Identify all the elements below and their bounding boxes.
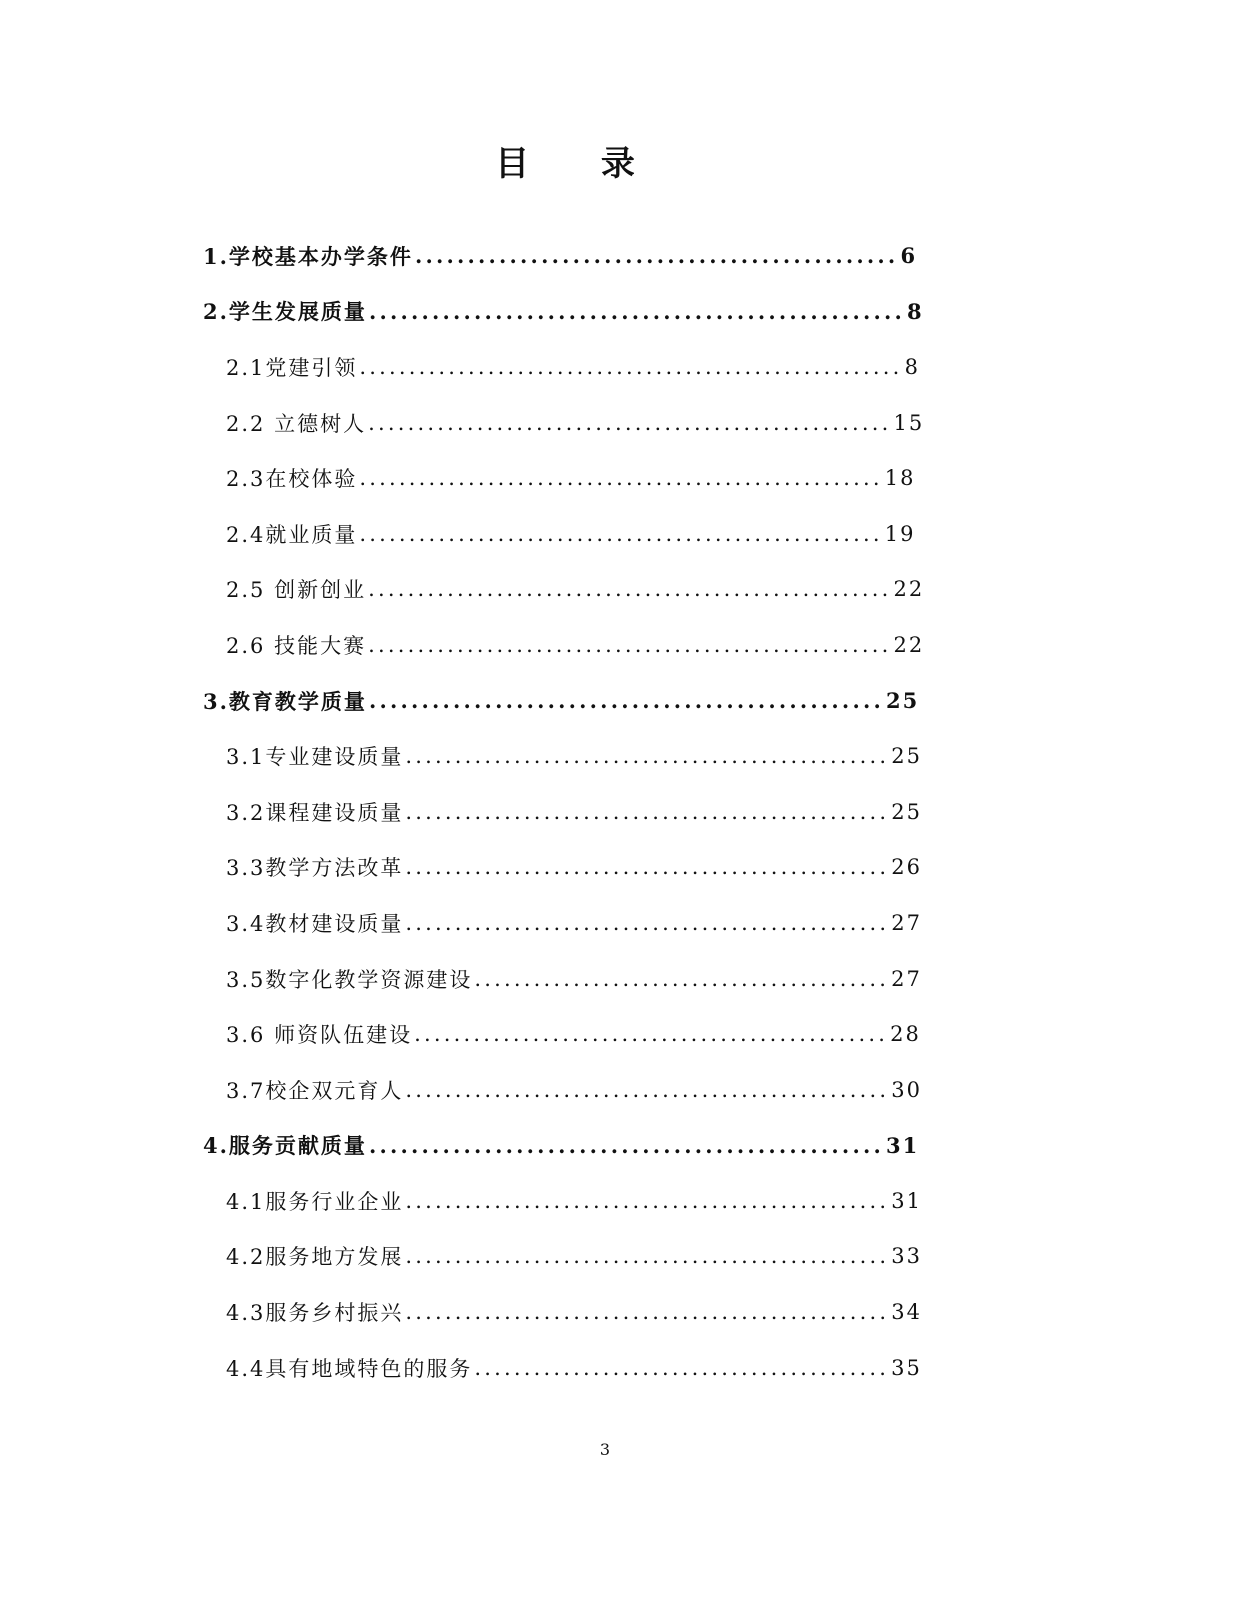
- toc-entry-page: 31: [885, 1132, 920, 1158]
- toc-leader-dots: ................................................: [414, 1022, 889, 1047]
- toc-entry[interactable]: [203, 1340, 963, 1396]
- toc-leader-dots: ..............................................: [414, 243, 899, 269]
- toc-leader-dots: ..........................................: [474, 966, 890, 991]
- toc-entry-text: 4.服务贡献质量: [203, 1133, 367, 1159]
- toc-entry[interactable]: [203, 1118, 963, 1174]
- toc-leader-dots: .................................................: [405, 1077, 890, 1102]
- toc-entry-text: 2.1党建引领: [226, 355, 358, 380]
- toc-entry-text: 3.4教材建设质量: [226, 911, 404, 936]
- toc-entry-text: 1.学校基本办学条件: [203, 243, 413, 269]
- toc-leader-dots: .......................................................: [359, 354, 903, 379]
- toc-entry-text: 2.5 创新创业: [226, 578, 367, 603]
- toc-entry-text: 2.2 立德树人: [226, 411, 367, 436]
- toc-entry[interactable]: [203, 951, 963, 1007]
- toc-entry[interactable]: [203, 562, 963, 618]
- toc-entry[interactable]: [203, 673, 963, 729]
- toc-leader-dots: .....................................................: [368, 577, 892, 602]
- toc-entry-text: 2.6 技能大赛: [226, 633, 367, 658]
- toc-entry-page: 27: [891, 910, 923, 935]
- toc-entry[interactable]: [203, 450, 963, 506]
- toc-entry-text: 3.教育教学质量: [203, 688, 367, 714]
- toc-leader-dots: ...................................................: [368, 298, 906, 324]
- toc-entry-page: 15: [893, 410, 925, 435]
- toc-leader-dots: .................................................: [405, 1300, 890, 1325]
- toc-entry-page: 6: [900, 243, 918, 269]
- toc-entry-page: 33: [891, 1244, 923, 1269]
- toc-entry-page: 31: [891, 1188, 923, 1213]
- toc-entry[interactable]: [203, 784, 963, 840]
- toc-leader-dots: .................................................: [405, 744, 890, 769]
- toc-leader-dots: .................................................: [405, 1244, 890, 1269]
- toc-entry[interactable]: [203, 1006, 963, 1062]
- toc-entry[interactable]: [203, 895, 963, 951]
- toc-entry[interactable]: [203, 506, 963, 562]
- toc-entry-page: 22: [893, 577, 925, 602]
- toc-leader-dots: .................................................: [368, 688, 884, 714]
- toc-entry[interactable]: [203, 1284, 963, 1340]
- toc-entry-page: 30: [891, 1077, 923, 1102]
- toc-entry[interactable]: [203, 1062, 963, 1118]
- toc-entry-text: 2.4就业质量: [226, 522, 358, 547]
- toc-entry-text: 3.6 师资队伍建设: [226, 1023, 413, 1048]
- toc-leader-dots: .................................................: [368, 1132, 884, 1158]
- toc-entry-page: 19: [884, 521, 916, 546]
- toc-leader-dots: .....................................................: [359, 466, 883, 491]
- toc-entry-page: 18: [884, 466, 916, 491]
- toc-entry-text: 2.3在校体验: [226, 467, 358, 492]
- toc-leader-dots: ..........................................: [474, 1355, 890, 1380]
- toc-entry-text: 4.2服务地方发展: [226, 1245, 404, 1270]
- toc-entry-text: 4.4具有地域特色的服务: [226, 1356, 473, 1381]
- toc-entry[interactable]: [203, 617, 963, 673]
- toc-title: 目 录: [495, 144, 665, 184]
- toc-entry[interactable]: [203, 728, 963, 784]
- toc-list: [203, 228, 963, 1395]
- toc-entry-page: 26: [891, 855, 923, 880]
- toc-entry-page: 25: [891, 744, 923, 769]
- toc-entry-text: 3.3教学方法改革: [226, 856, 404, 881]
- toc-entry[interactable]: [203, 840, 963, 896]
- toc-entry-page: 22: [893, 632, 925, 657]
- toc-leader-dots: .....................................................: [368, 632, 892, 657]
- toc-entry-text: 2.学生发展质量: [203, 299, 367, 325]
- toc-entry[interactable]: [203, 339, 963, 395]
- toc-entry-text: 3.5数字化教学资源建设: [226, 967, 473, 992]
- toc-entry-page: 27: [891, 966, 922, 991]
- toc-entry-page: 25: [885, 688, 920, 714]
- toc-entry-page: 35: [891, 1355, 922, 1380]
- toc-entry-page: 34: [891, 1300, 923, 1325]
- toc-leader-dots: .................................................: [405, 910, 890, 935]
- toc-entry-text: 3.1专业建设质量: [226, 745, 404, 770]
- toc-leader-dots: .................................................: [405, 855, 890, 880]
- toc-entry[interactable]: [203, 1173, 963, 1229]
- toc-entry-text: 4.3服务乡村振兴: [226, 1301, 404, 1326]
- toc-entry-page: 8: [907, 298, 924, 324]
- page-number: 3: [599, 1440, 611, 1459]
- toc-entry-page: 25: [891, 799, 923, 824]
- toc-leader-dots: .................................................: [405, 799, 890, 824]
- toc-leader-dots: .................................................: [405, 1188, 890, 1213]
- toc-leader-dots: .....................................................: [359, 521, 883, 546]
- toc-entry-text: 3.7校企双元育人: [226, 1078, 404, 1103]
- toc-entry-text: 3.2课程建设质量: [226, 800, 404, 825]
- toc-entry[interactable]: [203, 284, 963, 340]
- toc-entry[interactable]: [203, 228, 963, 284]
- toc-entry-text: 4.1服务行业企业: [226, 1189, 404, 1214]
- toc-entry-page: 8: [904, 354, 920, 379]
- toc-leader-dots: .....................................................: [368, 410, 892, 435]
- toc-entry[interactable]: [203, 1229, 963, 1285]
- toc-entry-page: 28: [890, 1022, 921, 1047]
- toc-entry[interactable]: [203, 395, 963, 451]
